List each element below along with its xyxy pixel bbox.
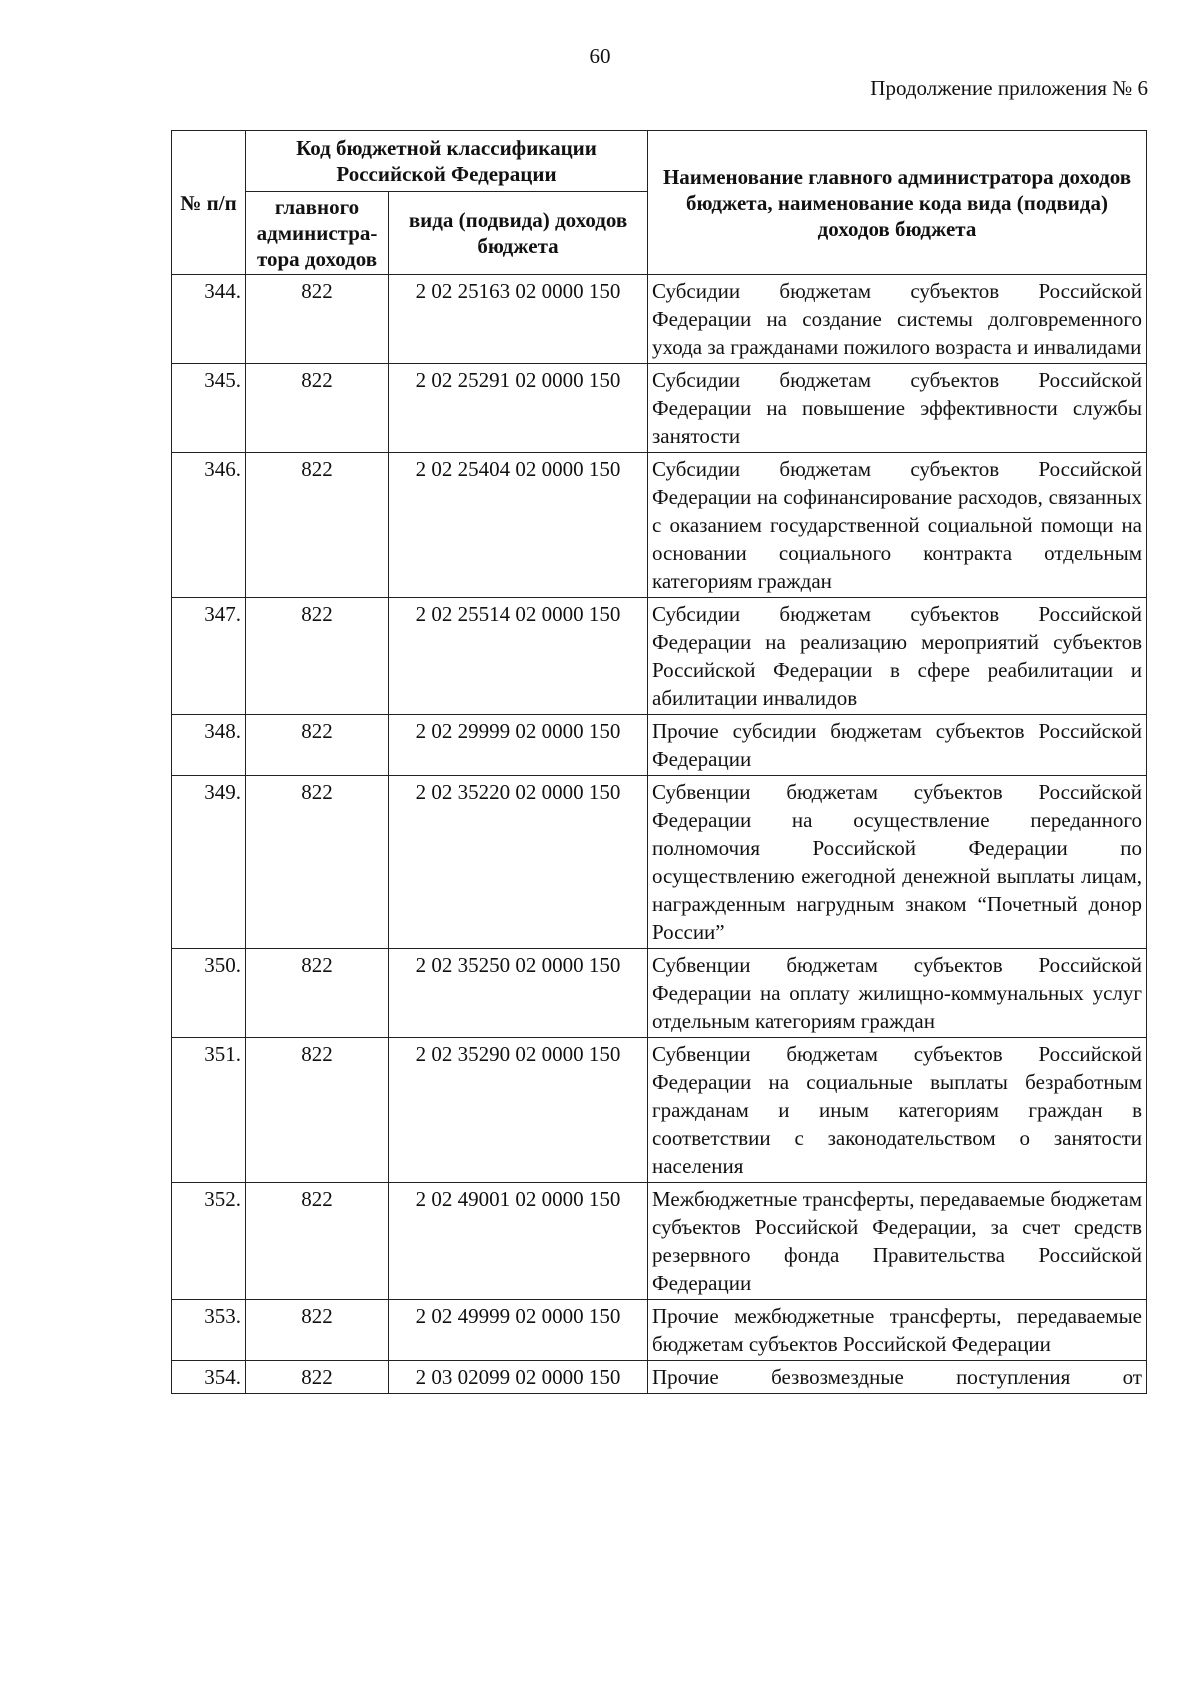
income-code: 2 02 35220 02 0000 150 (389, 776, 648, 949)
income-description: Субвенции бюджетам субъектов Российской Федерации на оплату жилищно-коммунальных услуг отдельным категориям граждан (648, 949, 1147, 1038)
table-header (172, 131, 1147, 275)
income-description: Прочие субсидии бюджетам субъектов Российской Федерации (648, 715, 1147, 776)
admin-code: 822 (246, 1300, 389, 1361)
income-description: Межбюджетные трансферты, передаваемые бюджетам субъектов Российской Федерации, за счет средств резервного фонда Правительства Российской Федерации (648, 1183, 1147, 1300)
income-description: Прочие безвозмездные поступления от (648, 1361, 1147, 1394)
income-code: 2 03 02099 02 0000 150 (389, 1361, 648, 1394)
row-number: 349. (172, 776, 246, 949)
row-number: 352. (172, 1183, 246, 1300)
table-row (172, 1183, 1147, 1300)
table-row (172, 715, 1147, 776)
admin-code: 822 (246, 1361, 389, 1394)
income-code: 2 02 25291 02 0000 150 (389, 364, 648, 453)
income-description: Прочие межбюджетные трансферты, передаваемые бюджетам субъектов Российской Федерации (648, 1300, 1147, 1361)
admin-code: 822 (246, 598, 389, 715)
header-admin-code: главного администра-тора доходов (246, 192, 389, 275)
table-row (172, 1038, 1147, 1183)
admin-code: 822 (246, 1038, 389, 1183)
admin-code: 822 (246, 715, 389, 776)
table-row (172, 1300, 1147, 1361)
table-row (172, 598, 1147, 715)
header-name: Наименование главного администратора доходов бюджета, наименование кода вида (подвида) доходов бюджета (648, 131, 1147, 275)
income-code: 2 02 25163 02 0000 150 (389, 275, 648, 364)
income-description: Субвенции бюджетам субъектов Российской Федерации на осуществление переданного полномочия Российской Федерации по осуществлению ежегодной денежной выплаты лицам, награжденным нагрудным знаком “Почетный донор России” (648, 776, 1147, 949)
income-description: Субсидии бюджетам субъектов Российской Федерации на софинансирование расходов, связанных с оказанием государственной социальной помощи на основании социального контракта отдельным категориям граждан (648, 453, 1147, 598)
row-number: 350. (172, 949, 246, 1038)
table-body (172, 275, 1147, 1394)
admin-code: 822 (246, 364, 389, 453)
table-row (172, 453, 1147, 598)
row-number: 353. (172, 1300, 246, 1361)
admin-code: 822 (246, 275, 389, 364)
header-code-group: Код бюджетной классификации Российской Федерации (246, 131, 648, 192)
admin-code: 822 (246, 776, 389, 949)
income-description: Субсидии бюджетам субъектов Российской Федерации на создание системы долговременного ухода за гражданами пожилого возраста и инвалидами (648, 275, 1147, 364)
table-row (172, 364, 1147, 453)
income-description: Субвенции бюджетам субъектов Российской Федерации на социальные выплаты безработным гражданам и иным категориям граждан в соответствии с законодательством о занятости населения (648, 1038, 1147, 1183)
income-code: 2 02 29999 02 0000 150 (389, 715, 648, 776)
table-row (172, 776, 1147, 949)
row-number: 354. (172, 1361, 246, 1394)
income-description: Субсидии бюджетам субъектов Российской Федерации на реализацию мероприятий субъектов Российской Федерации в сфере реабилитации и абилитации инвалидов (648, 598, 1147, 715)
page-number: 60 (589, 44, 611, 68)
row-number: 351. (172, 1038, 246, 1183)
row-number: 345. (172, 364, 246, 453)
row-number: 348. (172, 715, 246, 776)
income-code: 2 02 35290 02 0000 150 (389, 1038, 648, 1183)
admin-code: 822 (246, 1183, 389, 1300)
row-number: 344. (172, 275, 246, 364)
income-code: 2 02 25404 02 0000 150 (389, 453, 648, 598)
income-code: 2 02 25514 02 0000 150 (389, 598, 648, 715)
income-code: 2 02 49999 02 0000 150 (389, 1300, 648, 1361)
row-number: 347. (172, 598, 246, 715)
table-row (172, 1361, 1147, 1394)
row-number: 346. (172, 453, 246, 598)
appendix-note: Продолжение приложения № 6 (870, 76, 1148, 100)
income-code: 2 02 49001 02 0000 150 (389, 1183, 648, 1300)
admin-code: 822 (246, 453, 389, 598)
admin-code: 822 (246, 949, 389, 1038)
income-code: 2 02 35250 02 0000 150 (389, 949, 648, 1038)
header-type-code: вида (подвида) доходов бюджета (389, 192, 648, 275)
table-row (172, 275, 1147, 364)
header-num: № п/п (172, 131, 246, 275)
table-row (172, 949, 1147, 1038)
income-description: Субсидии бюджетам субъектов Российской Федерации на повышение эффективности службы занятости (648, 364, 1147, 453)
budget-classification-table (171, 130, 1147, 1394)
